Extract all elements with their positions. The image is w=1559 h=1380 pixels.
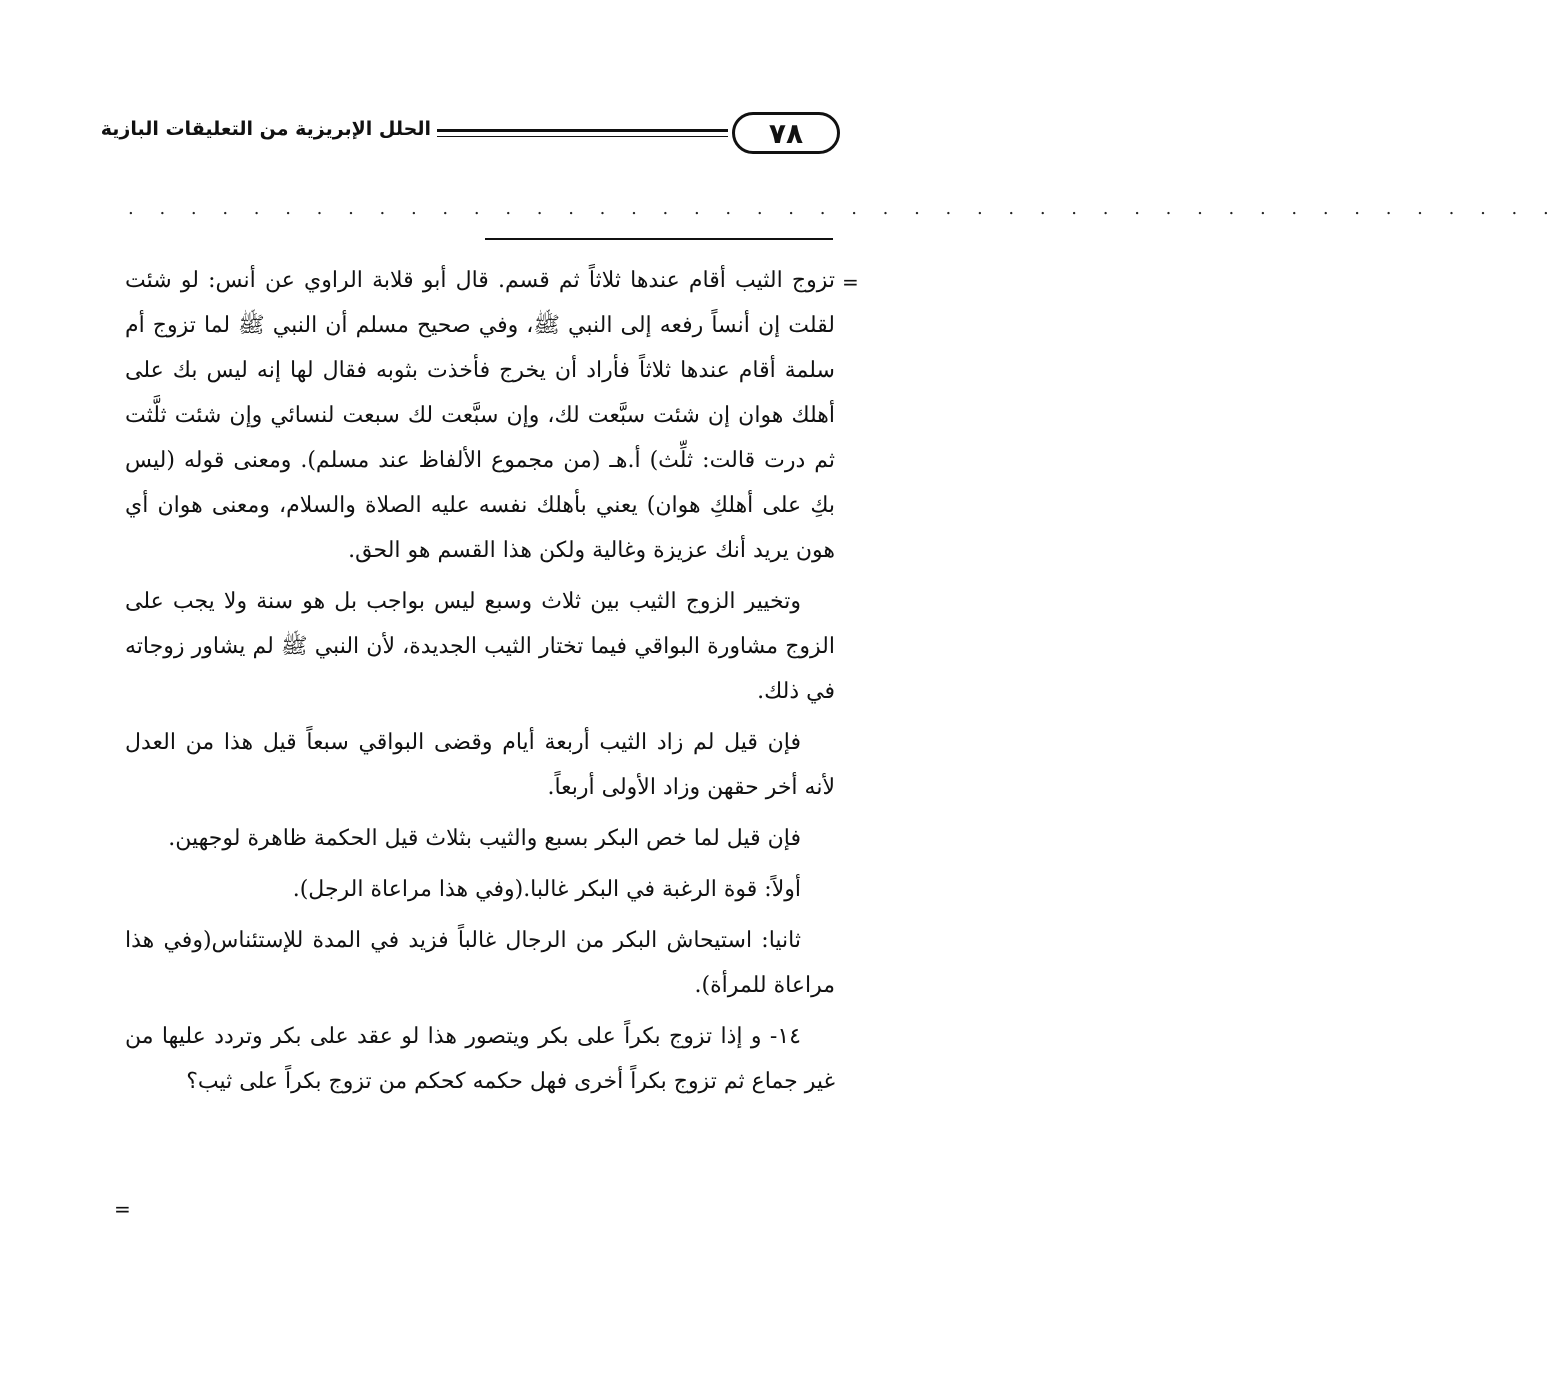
paragraph-7: ١٤- و إذا تزوج بكراً على بكر ويتصور هذا لو عقد على بكر وتردد عليها من غير جماع ثم تزوج بكراً أخرى فهل حكمه كحكم من تزوج بكراً على ثيب؟ xyxy=(125,1024,835,1094)
paragraph-6: ثانيا: استيحاش البكر من الرجال غالباً فزيد في المدة للإستئناس(وفي هذا مراعاة للمرأة). xyxy=(125,928,835,998)
header-double-rule xyxy=(437,129,728,137)
footnote-body xyxy=(125,258,835,1110)
paragraph-5: أولاً: قوة الرغبة في البكر غالبا.(وفي هذا مراعاة الرجل). xyxy=(292,877,801,902)
footnote-rule xyxy=(485,238,833,240)
continuation-start-marker: = xyxy=(842,270,859,294)
paragraph-2: وتخيير الزوج الثيب بين ثلاث وسبع ليس بواجب بل هو سنة ولا يجب على الزوج مشاورة البواقي فيما تختار الثيب الجديدة، لأن النبي ﷺ لم يشاور زوجاته في ذلك. xyxy=(125,589,835,704)
running-title: الحلل الإبريزية من التعليقات البازية xyxy=(100,118,431,140)
paragraph-3: فإن قيل لم زاد الثيب أربعة أيام وقضى البواقي سبعاً قيل هذا من العدل لأنه أخر حقهن وزاد الأولى أربعاً. xyxy=(125,730,835,800)
page-number-badge: ٧٨ xyxy=(732,112,840,154)
page-header xyxy=(100,112,840,156)
paragraph-1: تزوج الثيب أقام عندها ثلاثاً ثم قسم. قال أبو قلابة الراوي عن أنس: لو شئت لقلت إن أنساً رفعه إلى النبي ﷺ، وفي صحيح مسلم أن النبي ﷺ لما تزوج أم سلمة أقام عندها ثلاثاً فأراد أن يخرج فأخذت بثوبه فقال لها إنه ليس بك على أهلك هوان إن شئت سبَّعت لك، وإن سبَّعت لك سبعت لنسائي وإن شئت ثلَّثت ثم درت قالت: ثلِّث) أ.هـ (من مجموع الألفاظ عند مسلم). ومعنى قوله (ليس بكِ على أهلكِ هوان) يعني بأهلك نفسه عليه الصلاة والسلام، ومعنى هوان أي هون يريد أنك عزيزة وغالية ولكن هذا القسم هو الحق. xyxy=(125,268,835,563)
continuation-end-marker: = xyxy=(114,1197,131,1221)
paragraph-4: فإن قيل لما خص البكر بسبع والثيب بثلاث قيل الحكمة ظاهرة لوجهين. xyxy=(168,826,801,851)
dotted-separator: . . . . . . . . . . . . . . . . . . . . . . . . . . . . . . . . . . . . . . . . . . . . . . xyxy=(128,198,1559,219)
